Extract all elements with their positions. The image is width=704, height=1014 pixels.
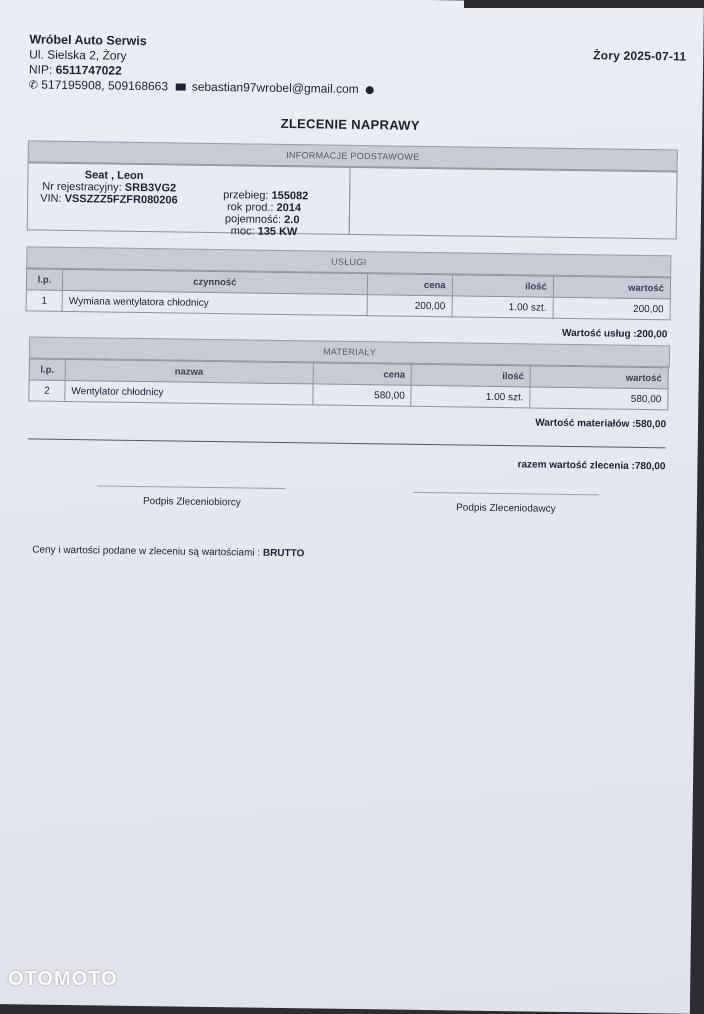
header-lp: l.p. <box>26 269 62 291</box>
globe-icon <box>366 86 374 94</box>
header-quantity: ilość <box>452 275 553 297</box>
services-section-header: USŁUGI <box>26 246 671 277</box>
cell-lp: 2 <box>29 380 65 402</box>
cell-name: Wentylator chłodnicy <box>65 380 313 404</box>
company-nip: NIP: 6511747022 <box>28 62 122 78</box>
power-line: moc: 135 KW <box>230 225 298 239</box>
company-contact <box>29 77 375 98</box>
info-section-header: INFORMACJE PODSTAWOWE <box>28 140 678 171</box>
mileage-value: 155082 <box>271 189 309 203</box>
phone-icon: ✆ <box>28 79 39 92</box>
cell-value: 580,00 <box>530 387 668 410</box>
company-email: sebastian97wrobel@gmail.com <box>191 79 359 97</box>
company-header <box>29 32 375 98</box>
materials-total: Wartość materiałów :580,00 <box>535 417 667 431</box>
price-note-value: BRUTTO <box>262 547 305 560</box>
mileage-line: przebieg: 155082 <box>223 189 309 203</box>
company-name: Wróbel Auto Serwis <box>29 32 147 49</box>
grand-total: razem wartość zlecenia :780,00 <box>517 459 666 473</box>
signature-contractor-label: Podpis Zleceniodawcy <box>456 502 556 515</box>
signature-line-right <box>413 492 599 496</box>
cell-activity: Wymiana wentylatora chłodnicy <box>62 290 367 315</box>
power-value: 135 KW <box>257 225 298 239</box>
header-name: nazwa <box>65 359 313 383</box>
price-note: Ceny i wartości podane w zleceniu są wartościami : BRUTTO <box>32 544 305 560</box>
watermark-logo: OTOMOTO <box>8 968 118 990</box>
header-quantity: ilość <box>411 364 530 387</box>
background-edge <box>464 0 704 8</box>
cell-lp: 1 <box>26 290 62 312</box>
cell-quantity: 1.00 szt. <box>411 385 530 408</box>
registration-number: SRB3VG2 <box>124 181 177 195</box>
divider-line <box>28 438 666 448</box>
year-line: rok prod.: 2014 <box>226 201 302 215</box>
materials-table <box>28 358 669 410</box>
nip-number: 6511747022 <box>55 62 122 78</box>
header-value: wartość <box>530 366 668 389</box>
signature-client-label: Podpis Zleceniobiorcy <box>142 496 241 509</box>
capacity-value: 2.0 <box>284 213 300 227</box>
vin-number: VSSZZZ5FZFR080206 <box>64 192 178 207</box>
envelope-icon <box>175 84 185 91</box>
document-title: ZLECENIE NAPRAWY <box>280 115 420 133</box>
vin-line: VIN: VSSZZZ5FZFR080206 <box>40 192 178 207</box>
cell-price: 200,00 <box>367 295 452 317</box>
header-lp: l.p. <box>29 359 65 381</box>
registration-line: Nr rejestracyjny: SRB3VG2 <box>42 180 177 195</box>
services-table <box>26 268 672 320</box>
info-extra-box <box>349 167 678 240</box>
materials-section-header: MATERIAŁY <box>29 336 670 367</box>
capacity-line: pojemność: 2.0 <box>224 213 300 227</box>
year-value: 2014 <box>276 201 302 215</box>
header-activity: czynność <box>62 269 367 294</box>
cell-price: 580,00 <box>312 384 411 406</box>
signature-line-left <box>97 485 285 489</box>
company-address: Ul. Sielska 2, Żory <box>29 47 127 63</box>
cell-value: 200,00 <box>553 297 670 320</box>
company-phones: 517195908, 509168663 <box>41 77 169 94</box>
document-date: Żory 2025-07-11 <box>593 48 687 64</box>
header-price: cena <box>313 363 412 385</box>
car-model: Seat , Leon <box>84 169 144 183</box>
header-price: cena <box>367 274 452 296</box>
header-value: wartość <box>553 276 670 299</box>
services-total: Wartość usług :200,00 <box>562 327 668 341</box>
cell-quantity: 1.00 szt. <box>452 296 553 318</box>
